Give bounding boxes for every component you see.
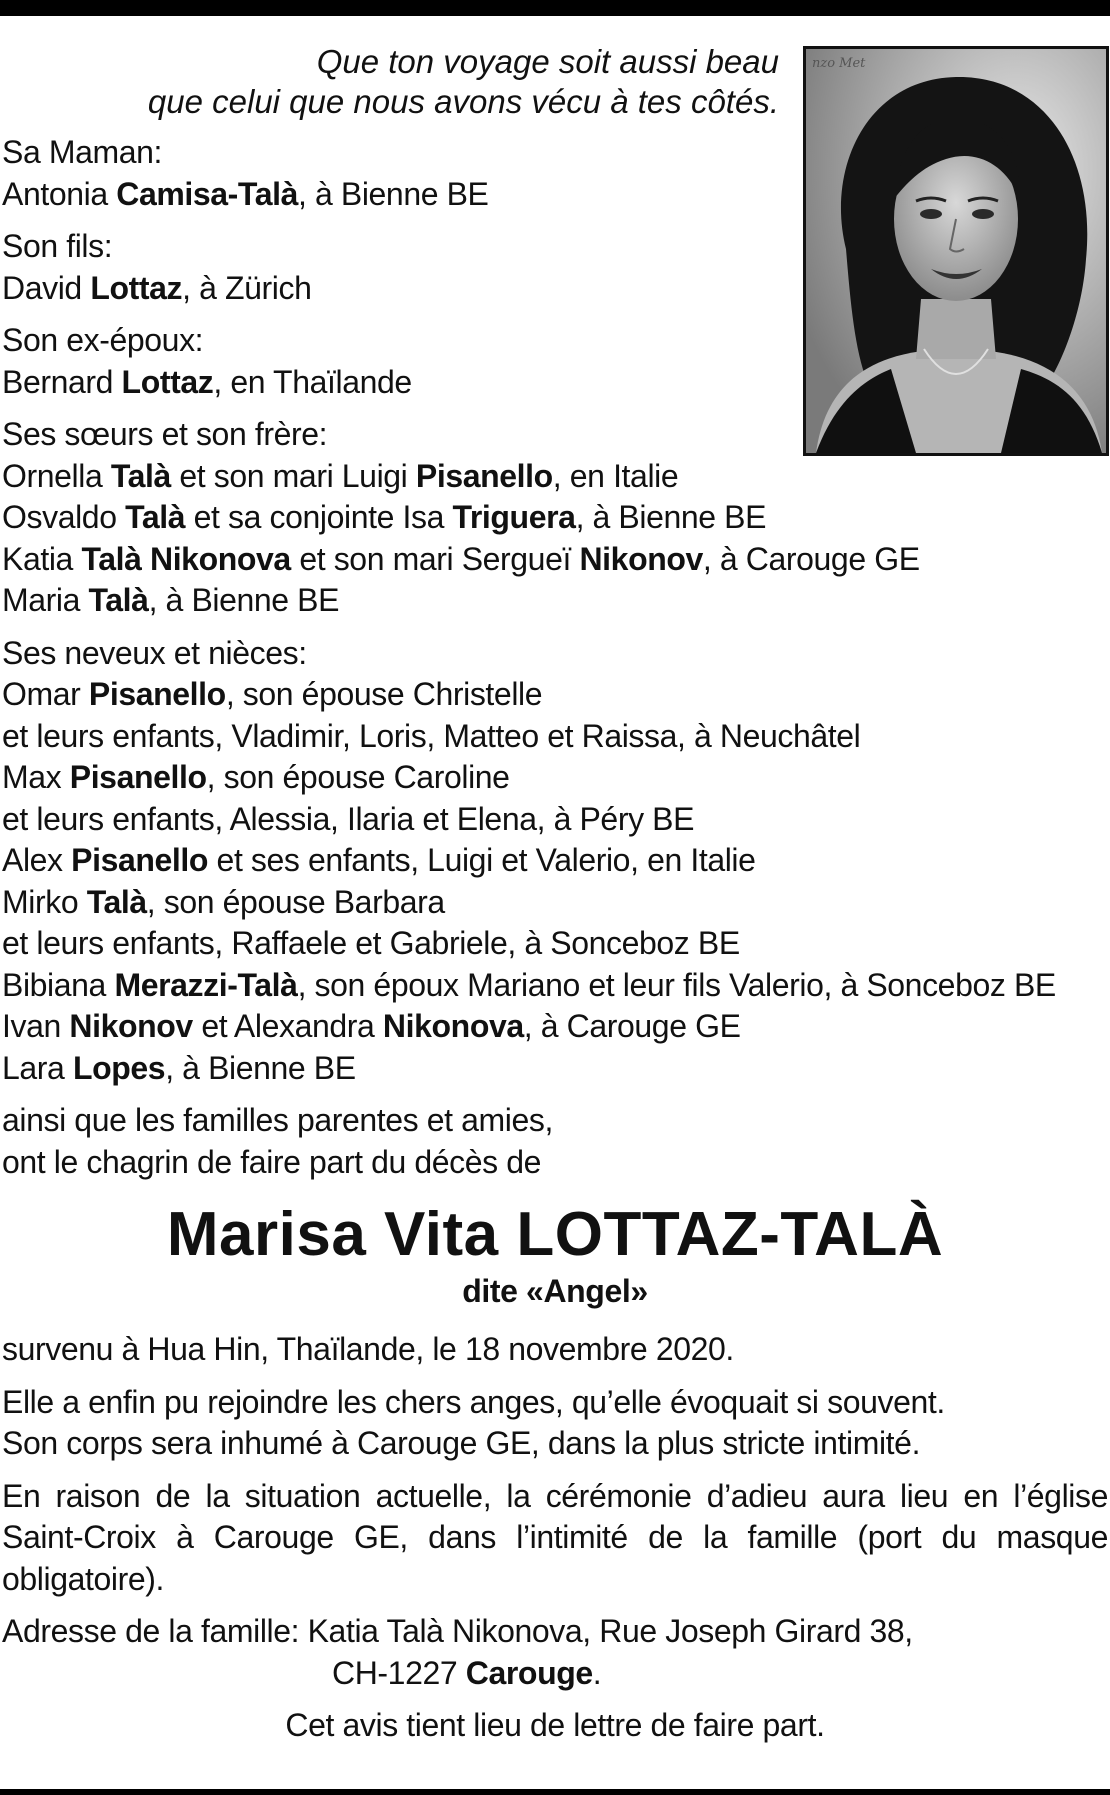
nephews-group xyxy=(2,633,1108,1090)
top-rule xyxy=(0,0,1110,16)
family-name: Lottaz xyxy=(90,269,183,306)
remarks xyxy=(2,1382,1108,1465)
death-line xyxy=(2,1329,1108,1371)
relative-line: Maria Talà, à Bienne BE xyxy=(2,582,340,618)
remark-line: Elle a enfin pu rejoindre les chers anges, qu’elle évoquait si souvent. xyxy=(2,1383,945,1420)
relative-line: Lara Lopes, à Bienne BE xyxy=(2,1049,356,1086)
mother-group xyxy=(2,132,1108,215)
relative-line: et leurs enfants, Raffaele et Gabriele, à Sonceboz BE xyxy=(2,925,740,961)
siblings-group xyxy=(2,414,1108,622)
relative-line: Ivan Nikonov et Alexandra Nikonova, à Carouge GE xyxy=(2,1008,741,1044)
place: , à Bienne BE xyxy=(298,175,489,212)
son-group xyxy=(2,226,1108,309)
given-name: Antonia xyxy=(2,175,108,212)
bottom-rule xyxy=(0,1789,1110,1795)
ceremony-paragraph: En raison de la situation actuelle, la cérémonie d’adieu aura lieu en l’église Saint-Croix à Carouge GE, dans l’intimité de la famille (port du masque obligatoire). xyxy=(2,1477,1108,1597)
relative-line: et leurs enfants, Vladimir, Loris, Matteo et Raissa, à Neuchâtel xyxy=(2,717,861,754)
epigraph xyxy=(79,42,779,122)
group-label: Sa Maman: xyxy=(2,134,163,170)
family-address xyxy=(2,1611,1108,1694)
epigraph-line-2: que celui que nous avons vécu à tes côtés. xyxy=(147,83,779,120)
given-name: David xyxy=(2,269,82,306)
family-name: Camisa-Talà xyxy=(116,175,298,212)
relative-line xyxy=(2,174,1108,216)
place: , en Thaïlande xyxy=(213,363,412,400)
families-line: ainsi que les familles parentes et amies, xyxy=(2,1102,553,1138)
group-label: Ses neveux et nièces: xyxy=(2,634,307,671)
deceased-alias: dite «Angel» xyxy=(462,1273,648,1309)
families-notice xyxy=(2,1100,1108,1183)
relative-line: Alex Pisanello et ses enfants, Luigi et Valerio, en Italie xyxy=(2,842,756,878)
photo-corner-text: nzo Met xyxy=(812,56,866,71)
relative-line: Mirko Talà, son épouse Barbara xyxy=(2,883,445,920)
announcement-body xyxy=(2,132,1108,1747)
epigraph-line-1: Que ton voyage soit aussi beau xyxy=(316,43,779,80)
deceased-block xyxy=(2,1199,1108,1311)
relative-line: Omar Pisanello, son épouse Christelle xyxy=(2,676,543,712)
place: , à Zürich xyxy=(182,269,312,306)
given-name: Bernard xyxy=(2,363,114,400)
relative-line xyxy=(2,268,1108,310)
deceased-name: Marisa Vita LOTTAZ-TALÀ xyxy=(166,1200,944,1269)
relative-line xyxy=(2,362,1108,404)
closing-note: Cet avis tient lieu de lettre de faire part. xyxy=(285,1707,825,1743)
group-label: Son ex-époux: xyxy=(2,322,204,358)
remark-line: Son corps sera inhumé à Carouge GE, dans la plus stricte intimité. xyxy=(2,1425,921,1461)
relative-line: Max Pisanello, son épouse Caroline xyxy=(2,759,510,795)
relative-line: Bibiana Merazzi-Talà, son époux Mariano et leur fils Valerio, à Sonceboz BE xyxy=(2,966,1056,1003)
family-name: Lottaz xyxy=(121,363,214,400)
relative-line: Osvaldo Talà et sa conjointe Isa Triguera, à Bienne BE xyxy=(2,499,767,535)
address-line-2: CH-1227 Carouge. xyxy=(332,1654,602,1691)
families-line: ont le chagrin de faire part du décès de xyxy=(2,1143,542,1180)
relative-line: Katia Talà Nikonova et son mari Sergueï Nikonov, à Carouge GE xyxy=(2,540,920,577)
group-label: Son fils: xyxy=(2,228,113,264)
relative-line: et leurs enfants, Alessia, Ilaria et Elena, à Péry BE xyxy=(2,800,695,837)
address-line-1: Adresse de la famille: Katia Talà Nikonova, Rue Joseph Girard 38, xyxy=(2,1613,913,1649)
group-label: Ses sœurs et son frère: xyxy=(2,416,328,452)
relative-line: Ornella Talà et son mari Luigi Pisanello, en Italie xyxy=(2,457,679,494)
death-info: survenu à Hua Hin, Thaïlande, le 18 novembre 2020. xyxy=(2,1331,734,1367)
ex-husband-group xyxy=(2,320,1108,403)
